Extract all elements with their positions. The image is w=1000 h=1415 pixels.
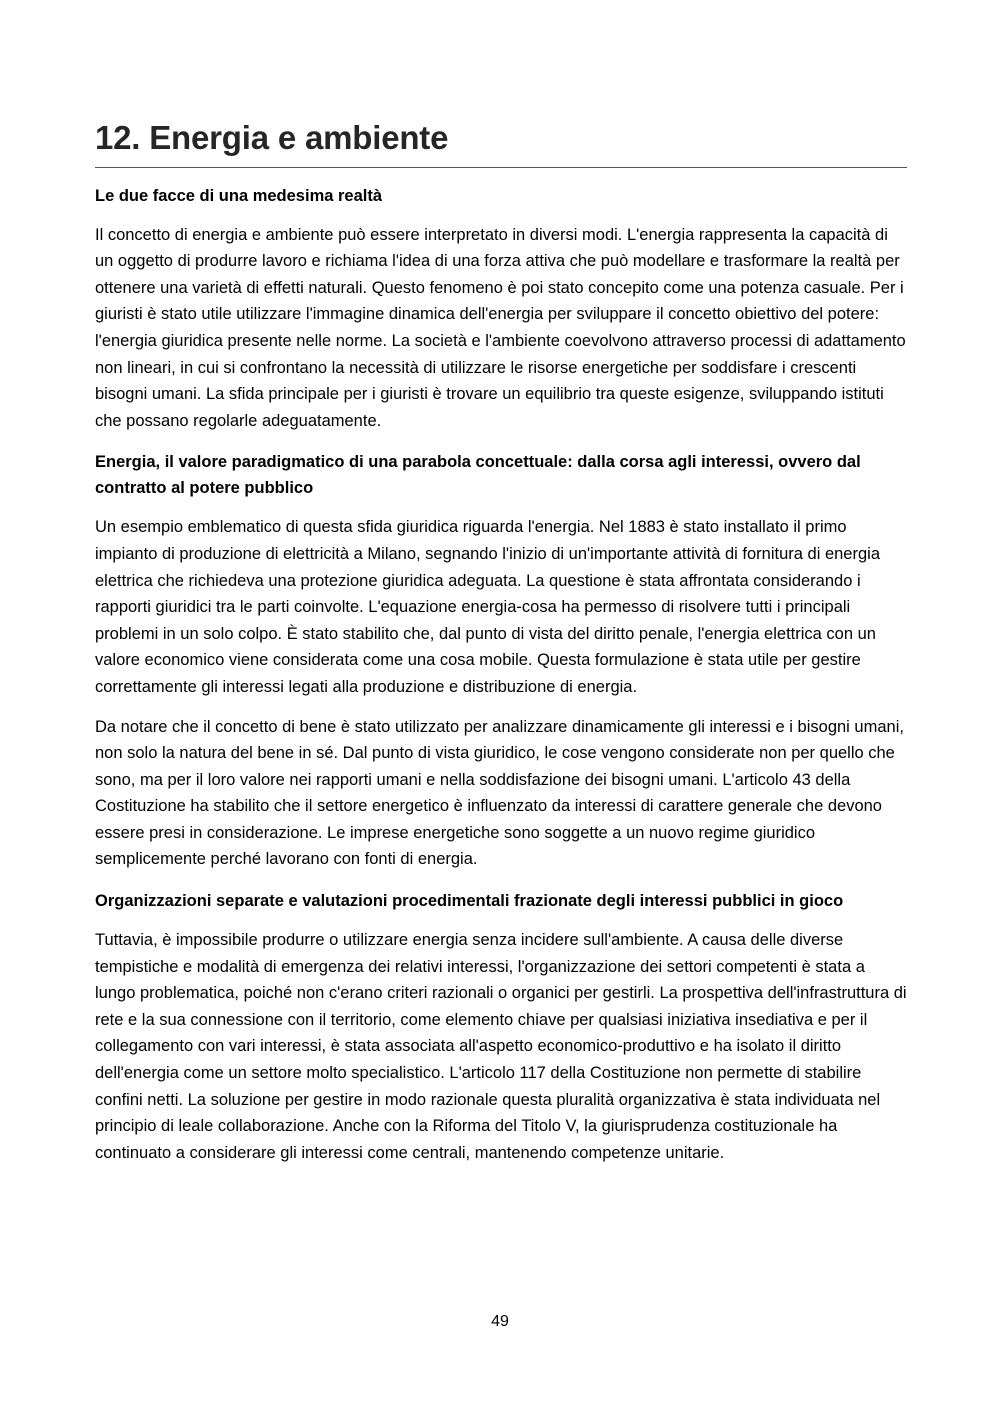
section-heading: Energia, il valore paradigmatico di una parabola concettuale: dalla corsa agli interessi, ovvero dal contratto al potere pubblico [95,453,861,498]
paragraph: Un esempio emblematico di questa sfida giuridica riguarda l'energia. Nel 1883 è stato installato il primo impianto di produzione di elettricità a Milano, segnando l'inizio di un'importante attività di fornitura di energia elettrica che richiedeva una protezione giuridica adeguata. La questione è stata affrontata considerando i rapporti giuridici tra le parti coinvolte. L'equazione energia-cosa ha permesso di risolvere tutti i principali problemi in un solo colpo. È stato stabilito che, dal punto di vista del diritto penale, l'energia elettrica con un valore economico viene considerata come una cosa mobile. Questa formulazione è stata utile per gestire correttamente gli interessi legati alla produzione e distribuzione di energia. [95,518,880,696]
section-1 [95,183,907,435]
paragraph: Tuttavia, è impossibile produrre o utilizzare energia senza incidere sull'ambiente. A causa delle diverse tempistiche e modalità di emergenza dei relativi interessi, l'organizzazione dei settori competenti è stata a lungo problematica, poiché non c'erano criteri razionali o organici per gestirli. La prospettiva dell'infrastruttura di rete e la sua connessione con il territorio, come elemento chiave per qualsiasi iniziativa insediativa e per il collegamento con vari interessi, è stata associata all'aspetto economico-produttivo e ha isolato il diritto dell'energia come un settore molto specialistico. L'articolo 117 della Costituzione non permette di stabilire confini netti. La soluzione per gestire in modo razionale questa pluralità organizzativa è stata individuata nel principio di leale collaborazione. Anche con la Riforma del Titolo V, la giurisprudenza costituzionale ha continuato a considerare gli interessi come centrali, mantenendo competenze unitarie. [95,931,907,1162]
page-content [95,118,907,1166]
page-number: 49 [491,1313,509,1330]
section-heading: Organizzazioni separate e valutazioni procedimentali frazionate degli interessi pubblici in gioco [95,892,844,911]
section-3 [95,888,907,1166]
chapter-title: 12. Energia e ambiente [95,118,907,168]
paragraph: Da notare che il concetto di bene è stato utilizzato per analizzare dinamicamente gli interessi e i bisogni umani, non solo la natura del bene in sé. Dal punto di vista giuridico, le cose vengono considerate non per quello che sono, ma per il loro valore nei rapporti umani e nella soddisfazione dei bisogni umani. L'articolo 43 della Costituzione ha stabilito che il settore energetico è influenzato da interessi di carattere generale che devono essere presi in considerazione. Le imprese energetiche sono soggette a un nuovo regime giuridico semplicemente perché lavorano con fonti di energia. [95,717,904,869]
paragraph: Il concetto di energia e ambiente può essere interpretato in diversi modi. L'energia rappresenta la capacità di un oggetto di produrre lavoro e richiama l'idea di una forza attiva che può modellare e trasformare la realtà per ottenere una varietà di effetti naturali. Questo fenomeno è poi stato concepito come una potenza casuale. Per i giuristi è stato utile utilizzare l'immagine dinamica dell'energia per sviluppare il concetto obiettivo del potere: l'energia giuridica presente nelle norme. La società e l'ambiente coevolvono attraverso processi di adattamento non lineari, in cui si confrontano la necessità di utilizzare le risorse energetiche per soddisfare i crescenti bisogni umani. La sfida principale per i giuristi è trovare un equilibrio tra queste esigenze, sviluppando istituti che possano regolarle adeguatamente. [95,225,906,430]
section-2 [95,449,907,873]
section-heading: Le due facce di una medesima realtà [95,186,383,205]
